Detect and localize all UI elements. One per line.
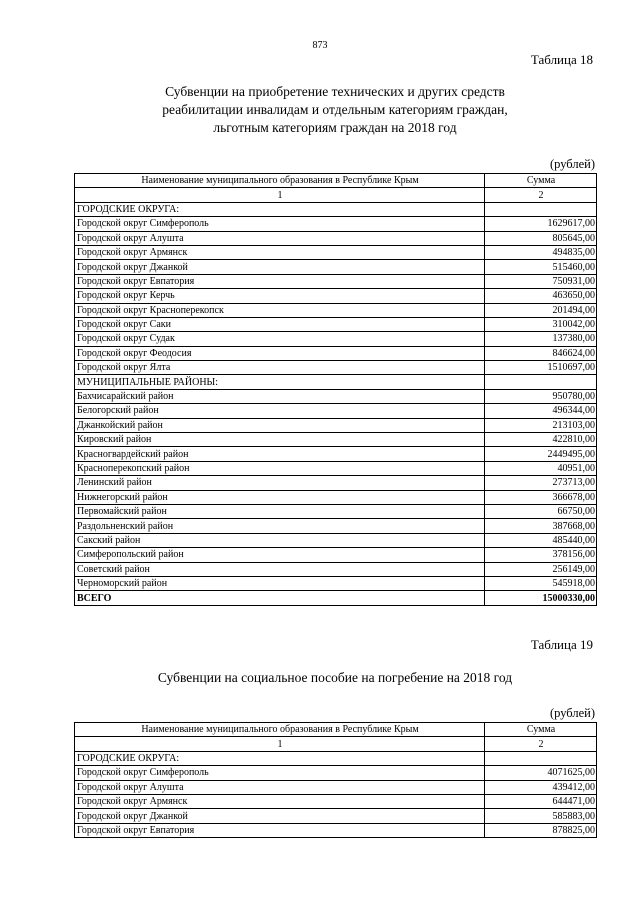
table-row [75,303,597,317]
row-name: Советский район [75,562,485,576]
row-value: 846624,00 [485,346,597,360]
table-row [75,823,597,837]
table-row [75,346,597,360]
row-name: Раздольненский район [75,519,485,533]
row-value: 750931,00 [485,274,597,288]
table-row [75,519,597,533]
row-name: Городской округ Симферополь [75,217,485,231]
table-row [75,780,597,794]
table-18-title-line: Субвенции на приобретение технических и других средств [165,84,505,99]
total-value: 15000330,00 [485,591,597,605]
row-value: 644471,00 [485,794,597,808]
row-value: 494835,00 [485,245,597,259]
table-row [75,260,597,274]
table-row [75,332,597,346]
table-row [75,217,597,231]
row-value: 585883,00 [485,809,597,823]
table-18-units: (рублей) [549,157,595,171]
table-row [75,433,597,447]
row-value: 4071625,00 [485,766,597,780]
table-row [75,809,597,823]
table-18 [74,173,597,606]
table-row [75,751,597,765]
table-row [75,504,597,518]
table-19-label: Таблица 19 [530,637,593,652]
row-name: Городской округ Армянск [75,794,485,808]
table-row [75,361,597,375]
row-value: 378156,00 [485,548,597,562]
row-name: Городской округ Евпатория [75,274,485,288]
table-18-label: Таблица 18 [530,52,593,67]
row-value: 366678,00 [485,490,597,504]
table-row [75,389,597,403]
table-row [75,245,597,259]
row-value [485,751,597,765]
table-row [75,231,597,245]
row-name: Городской округ Алушта [75,231,485,245]
table-row [75,476,597,490]
column-index-1: 1 [75,188,485,202]
row-value: 2449495,00 [485,447,597,461]
column-header-name: Наименование муниципального образования в Республике Крым [75,723,485,737]
row-name: Городской округ Ялта [75,361,485,375]
row-name: Городской округ Судак [75,332,485,346]
table-19 [74,722,597,838]
row-value: 273713,00 [485,476,597,490]
row-name: Сакский район [75,533,485,547]
row-name: Джанкойский район [75,418,485,432]
table-row [75,289,597,303]
column-index-row [75,188,597,202]
table-row [75,533,597,547]
row-value: 439412,00 [485,780,597,794]
table-row [75,404,597,418]
row-value: 1629617,00 [485,217,597,231]
row-value: 137380,00 [485,332,597,346]
total-label: ВСЕГО [75,591,485,605]
column-index-2: 2 [485,737,597,751]
table-18-title-line: реабилитации инвалидам и отдельным категориям граждан, [162,102,508,117]
column-header-sum: Сумма [485,174,597,188]
row-value [485,202,597,216]
row-value: 66750,00 [485,504,597,518]
table-row [75,766,597,780]
row-value: 256149,00 [485,562,597,576]
row-name: Нижнегорский район [75,490,485,504]
table-row [75,375,597,389]
row-name: Городской округ Симферополь [75,766,485,780]
row-name: Кировский район [75,433,485,447]
row-value: 515460,00 [485,260,597,274]
row-value: 463650,00 [485,289,597,303]
column-index-1: 1 [75,737,485,751]
row-name: Городской округ Евпатория [75,823,485,837]
row-value: 1510697,00 [485,361,597,375]
table-row [75,794,597,808]
table-19-units: (рублей) [549,706,595,720]
table-row [75,274,597,288]
row-name: Городской округ Красноперекопск [75,303,485,317]
row-name: Красноперекопский район [75,461,485,475]
page-number: 873 [312,40,328,51]
table-18-title-line: льготным категориям граждан на 2018 год [213,120,457,135]
row-value: 310042,00 [485,317,597,331]
row-name: Городской округ Алушта [75,780,485,794]
row-value: 422810,00 [485,433,597,447]
column-header-sum: Сумма [485,723,597,737]
row-name: Белогорский район [75,404,485,418]
table-header-row [75,723,597,737]
row-value: 545918,00 [485,576,597,590]
table-row [75,548,597,562]
table-row [75,447,597,461]
row-name: Городской округ Джанкой [75,260,485,274]
row-name: Симферопольский район [75,548,485,562]
row-name: ГОРОДСКИЕ ОКРУГА: [75,202,485,216]
row-value: 496344,00 [485,404,597,418]
column-index-row [75,737,597,751]
row-value: 805645,00 [485,231,597,245]
row-value: 201494,00 [485,303,597,317]
row-name: Городской округ Армянск [75,245,485,259]
table-row [75,418,597,432]
table-row [75,461,597,475]
row-name: МУНИЦИПАЛЬНЫЕ РАЙОНЫ: [75,375,485,389]
row-name: Первомайский район [75,504,485,518]
table-row [75,576,597,590]
table-row [75,317,597,331]
table-19-title: Субвенции на социальное пособие на погребение на 2018 год [157,670,513,685]
row-value [485,375,597,389]
table-row [75,562,597,576]
row-name: Черноморский район [75,576,485,590]
total-row [75,591,597,605]
table-row [75,202,597,216]
column-index-2: 2 [485,188,597,202]
row-name: Ленинский район [75,476,485,490]
row-value: 387668,00 [485,519,597,533]
row-name: Городской округ Феодосия [75,346,485,360]
column-header-name: Наименование муниципального образования в Республике Крым [75,174,485,188]
row-name: ГОРОДСКИЕ ОКРУГА: [75,751,485,765]
table-18-title [74,83,596,137]
table-row [75,490,597,504]
row-value: 485440,00 [485,533,597,547]
row-name: Городской округ Джанкой [75,809,485,823]
row-value: 213103,00 [485,418,597,432]
row-name: Городской округ Саки [75,317,485,331]
row-name: Городской округ Керчь [75,289,485,303]
table-header-row [75,174,597,188]
row-value: 40951,00 [485,461,597,475]
row-name: Красногвардейский район [75,447,485,461]
row-value: 878825,00 [485,823,597,837]
row-value: 950780,00 [485,389,597,403]
row-name: Бахчисарайский район [75,389,485,403]
